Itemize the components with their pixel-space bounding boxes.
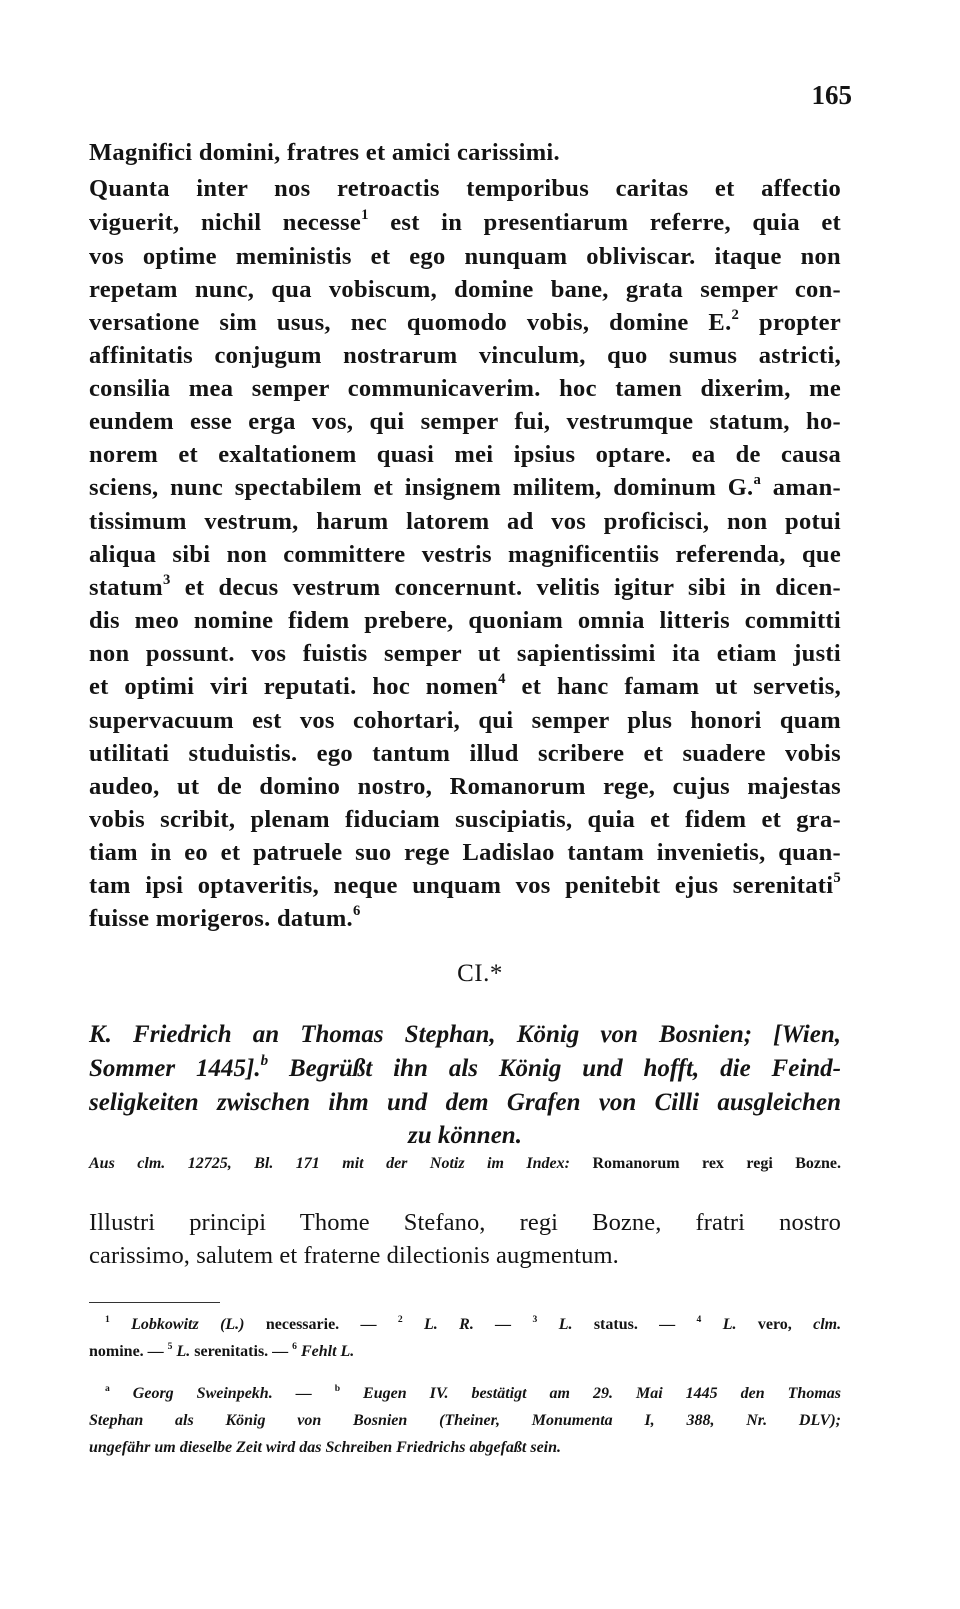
- body-line: non possunt. vos fuistis semper ut sapientissimi ita etiam justi: [89, 640, 841, 667]
- footnote-marker: a: [753, 471, 762, 488]
- body-line: consilia mea semper communicaverim. hoc tamen dixerim, me: [89, 375, 841, 402]
- body-line: supervacuum est vos cohortari, qui semper plus honori quam: [89, 707, 841, 734]
- footnote-marker: 5: [833, 869, 841, 886]
- footnote-line: ungefähr um dieselbe Zeit wird das Schreiben Friedrichs abgefaßt sein.: [89, 1439, 562, 1456]
- body-line: Quanta inter nos retroactis temporibus caritas et affectio: [89, 175, 841, 202]
- body-line: statum$^3$ et decus vestrum concernunt. velitis igitur sibi in dicen-: [89, 571, 841, 601]
- body-line: dis meo nomine fidem prebere, quoniam omnia litteris committi: [89, 607, 841, 634]
- body-line: utilitati studuistis. ego tantum illud scribere et suadere vobis: [89, 740, 841, 767]
- footnote-line: $^a$ Georg Sweinpekh. — $^b$ Eugen IV. bestätigt am 29. Mai 1445 den Thomas: [105, 1382, 842, 1402]
- footnote-marker: 4: [498, 670, 506, 687]
- body-line: et optimi viri reputati. hoc nomen$^4$ et hanc famam ut servetis,: [89, 670, 841, 700]
- body-line: vos optime meministis et ego nunquam obliviscar. itaque non: [89, 243, 841, 270]
- address-line: Illustri principi Thome Stefano, regi Bozne, fratri nostro: [89, 1209, 841, 1236]
- body-line: tam ipsi optaveritis, neque unquam vos penitebit ejus serenitati$^5$: [89, 869, 841, 899]
- body-line: fuisse morigeros. datum.$^6$: [89, 902, 361, 932]
- body-line: tiam in eo et patruele suo rege Ladislao tantam invenietis, quan-: [89, 839, 841, 866]
- footnote-marker: b: [260, 1052, 269, 1069]
- footnote-line: nomine. — $^5$ L. serenitatis. — $^6$ Fehlt L.: [89, 1340, 355, 1360]
- body-line: repetam nunc, qua vobiscum, domine bane, grata semper con-: [89, 276, 841, 303]
- footnote-marker: 2: [731, 306, 740, 323]
- body-line: versatione sim usus, nec quomodo vobis, domine E.$^2$ propter: [89, 306, 841, 336]
- body-line: tissimum vestrum, harum latorem ad vos proficisci, non potui: [89, 508, 841, 535]
- rubric-line: zu können.: [408, 1122, 522, 1149]
- body-line: viguerit, nichil necesse$^1$ est in presentiarum referre, quia et: [89, 206, 841, 236]
- footnote-marker: 3: [162, 571, 171, 588]
- footnote-marker: 6: [352, 902, 361, 919]
- body-line: norem et exaltationem quasi mei ipsius optare. ea de causa: [89, 441, 841, 468]
- rubric-line: seligkeiten zwischen ihm und dem Grafen von Cilli ausgleichen: [89, 1089, 841, 1116]
- salutation-line: Magnifici domini, fratres et amici carissimi.: [89, 139, 560, 166]
- footnote-line: Stephan als König von Bosnien (Theiner, Monumenta I, 388, Nr. DLV);: [89, 1412, 841, 1429]
- body-line: affinitatis conjugum nostrarum vinculum, quo sumus astricti,: [89, 342, 841, 369]
- footnote-line: $^1$ Lobkowitz (L.) necessarie. — $^2$ L. R. — $^3$ L. status. — $^4$ L. vero, clm.: [105, 1313, 842, 1333]
- rubric-line: Sommer 1445].$^b$ Begrüßt ihn als König und hofft, die Feind-: [89, 1052, 842, 1082]
- body-line: vobis scribit, plenam fiduciam suscipiatis, quia et fidem et gra-: [89, 806, 841, 833]
- address-line: carissimo, salutem et fraterne dilectionis augmentum.: [89, 1242, 619, 1269]
- body-line: aliqua sibi non committere vestris magnificentiis referenda, que: [89, 541, 841, 568]
- footnote-marker: 1: [361, 206, 369, 223]
- source-note: Aus clm. 12725, Bl. 171 mit der Notiz im Index: Romanorum rex regi Bozne.: [89, 1155, 842, 1172]
- page-number: 165: [811, 80, 852, 110]
- footnote-rule: [89, 1302, 220, 1303]
- rubric-line: K. Friedrich an Thomas Stephan, König von Bosnien; [Wien,: [89, 1021, 841, 1048]
- body-line: eundem esse erga vos, qui semper fui, vestrumque statum, ho-: [89, 408, 841, 435]
- body-line: sciens, nunc spectabilem et insignem militem, dominum G.$^a$ aman-: [89, 471, 841, 501]
- body-line: audeo, ut de domino nostro, Romanorum rege, cujus majestas: [89, 773, 841, 800]
- document-number: CI.*: [457, 960, 503, 987]
